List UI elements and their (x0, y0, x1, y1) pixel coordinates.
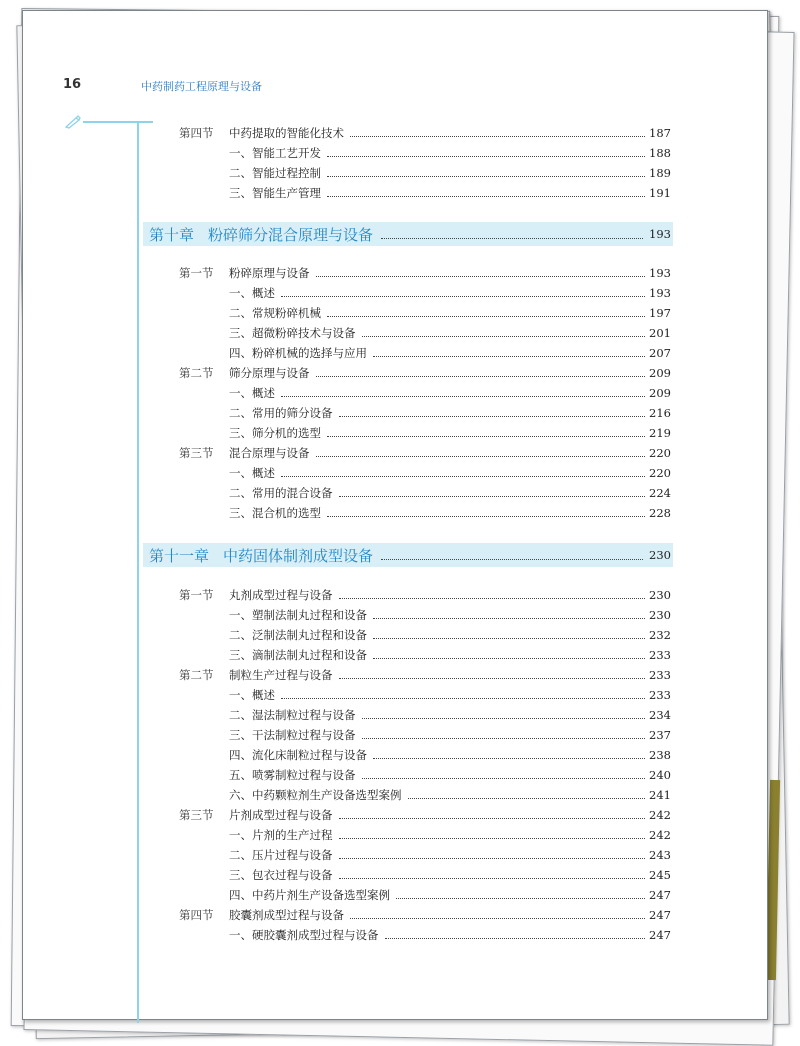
toc-item[interactable] (229, 647, 671, 663)
toc-item[interactable] (229, 787, 671, 803)
page-ref: 240 (649, 768, 671, 782)
page-ref: 237 (649, 728, 671, 742)
item-title: 五、喷雾制粒过程与设备 (229, 768, 356, 782)
toc-item[interactable] (229, 767, 671, 783)
dot-leader (327, 156, 645, 157)
page-ref: 234 (649, 708, 671, 722)
toc-item[interactable] (229, 847, 671, 863)
dot-leader (350, 136, 645, 137)
item-title: 二、压片过程与设备 (229, 848, 333, 862)
toc-item[interactable] (229, 827, 671, 843)
book-title: 中药制药工程原理与设备 (141, 80, 262, 93)
toc-item[interactable] (229, 707, 671, 723)
toc-item[interactable] (229, 345, 671, 361)
chapter-title: 粉碎筛分混合原理与设备 (208, 225, 374, 244)
item-title: 三、包衣过程与设备 (229, 868, 333, 882)
section-title: 混合原理与设备 (229, 446, 310, 460)
item-title: 二、智能过程控制 (229, 166, 321, 180)
page-ref: 238 (649, 748, 671, 762)
page-ref: 188 (649, 146, 671, 160)
chapter-heading[interactable] (143, 543, 673, 567)
page-ref: 247 (649, 888, 671, 902)
section-number: 第三节 (179, 808, 214, 822)
toc-section[interactable] (179, 125, 671, 141)
dot-leader (327, 436, 645, 437)
toc-item[interactable] (229, 747, 671, 763)
item-title: 三、智能生产管理 (229, 186, 321, 200)
dot-leader (373, 618, 645, 619)
item-title: 一、概述 (229, 466, 275, 480)
page-ref: 220 (649, 446, 671, 460)
dot-leader (408, 798, 646, 799)
dot-leader (385, 938, 646, 939)
page-number: 16 (63, 77, 82, 92)
item-title: 三、超微粉碎技术与设备 (229, 326, 356, 340)
item-title: 一、硬胶囊剂成型过程与设备 (229, 928, 379, 942)
toc-item[interactable] (229, 887, 671, 903)
toc-item[interactable] (229, 505, 671, 521)
toc-item[interactable] (229, 165, 671, 181)
dot-leader (316, 276, 646, 277)
toc-item[interactable] (229, 867, 671, 883)
section-number: 第一节 (179, 588, 214, 602)
chapter-number: 第十一章 (149, 546, 210, 565)
dot-leader (350, 918, 645, 919)
chapter-title: 中药固体制剂成型设备 (223, 546, 374, 565)
dot-leader (362, 718, 646, 719)
section-number: 第四节 (179, 126, 214, 140)
dot-leader (339, 878, 646, 879)
dot-leader (381, 238, 643, 239)
dot-leader (316, 456, 646, 457)
toc-section[interactable] (179, 365, 671, 381)
page-ref: 209 (649, 386, 671, 400)
dot-leader (281, 396, 645, 397)
page-ref: 245 (649, 868, 671, 882)
section-title: 丸剂成型过程与设备 (229, 588, 333, 602)
dot-leader (281, 698, 645, 699)
page-ref: 193 (649, 266, 671, 280)
item-title: 一、片剂的生产过程 (229, 828, 333, 842)
dot-leader (362, 336, 646, 337)
page-ref: 220 (649, 466, 671, 480)
item-title: 一、塑制法制丸过程和设备 (229, 608, 367, 622)
page-ref: 193 (649, 286, 671, 300)
dot-leader (373, 356, 645, 357)
page-ref: 247 (649, 908, 671, 922)
item-title: 六、中药颗粒剂生产设备选型案例 (229, 788, 402, 802)
section-title: 片剂成型过程与设备 (229, 808, 333, 822)
page-ref: 224 (649, 486, 671, 500)
item-title: 四、粉碎机械的选择与应用 (229, 346, 367, 360)
bracket-rail (137, 121, 153, 1023)
dot-leader (362, 738, 646, 739)
toc-item[interactable] (229, 425, 671, 441)
page-ref: 189 (649, 166, 671, 180)
page-ref: 230 (649, 548, 671, 562)
dot-leader (327, 176, 645, 177)
item-title: 二、常用的筛分设备 (229, 406, 333, 420)
dot-leader (339, 818, 646, 819)
chapter-number: 第十章 (149, 225, 195, 244)
item-title: 二、泛制法制丸过程和设备 (229, 628, 367, 642)
section-title: 筛分原理与设备 (229, 366, 310, 380)
toc-section[interactable] (179, 445, 671, 461)
dot-leader (396, 898, 645, 899)
toc-item[interactable] (229, 465, 671, 481)
item-title: 二、常用的混合设备 (229, 486, 333, 500)
bracket-hook (83, 121, 139, 123)
page-ref: 191 (649, 186, 671, 200)
dot-leader (339, 416, 646, 417)
toc-item[interactable] (229, 385, 671, 401)
toc-item[interactable] (229, 607, 671, 623)
page-ref: 242 (649, 828, 671, 842)
dot-leader (327, 316, 645, 317)
page-ref: 209 (649, 366, 671, 380)
page-ref: 230 (649, 588, 671, 602)
toc-item[interactable] (229, 185, 671, 201)
page-ref: 247 (649, 928, 671, 942)
toc-section[interactable] (179, 265, 671, 281)
dot-leader (362, 778, 646, 779)
page-ref: 228 (649, 506, 671, 520)
dot-leader (339, 858, 646, 859)
section-number: 第四节 (179, 908, 214, 922)
item-title: 四、流化床制粒过程与设备 (229, 748, 367, 762)
section-title: 胶囊剂成型过程与设备 (229, 908, 344, 922)
toc-item[interactable] (229, 485, 671, 501)
item-title: 三、混合机的选型 (229, 506, 321, 520)
toc-item[interactable] (229, 687, 671, 703)
dot-leader (327, 196, 645, 197)
dot-leader (373, 658, 645, 659)
page-ref: 187 (649, 126, 671, 140)
page-ref: 241 (649, 788, 671, 802)
section-number: 第二节 (179, 668, 214, 682)
page-ref: 233 (649, 688, 671, 702)
book-page (22, 10, 768, 1020)
section-number: 第二节 (179, 366, 214, 380)
item-title: 二、常规粉碎机械 (229, 306, 321, 320)
dot-leader (327, 516, 645, 517)
section-title: 粉碎原理与设备 (229, 266, 310, 280)
toc-section[interactable] (179, 807, 671, 823)
dot-leader (316, 376, 646, 377)
dot-leader (339, 838, 646, 839)
toc-item[interactable] (229, 727, 671, 743)
dot-leader (381, 559, 643, 560)
page-ref: 197 (649, 306, 671, 320)
page-ref: 233 (649, 648, 671, 662)
pen-icon (65, 115, 81, 129)
page-ref: 243 (649, 848, 671, 862)
item-title: 三、滴制法制丸过程和设备 (229, 648, 367, 662)
page-ref: 207 (649, 346, 671, 360)
dot-leader (339, 598, 646, 599)
item-title: 二、湿法制粒过程与设备 (229, 708, 356, 722)
section-number: 第三节 (179, 446, 214, 460)
toc-item[interactable] (229, 285, 671, 301)
toc-item[interactable] (229, 927, 671, 943)
section-title: 制粒生产过程与设备 (229, 668, 333, 682)
page-ref: 230 (649, 608, 671, 622)
toc-section[interactable] (179, 587, 671, 603)
dot-leader (373, 758, 645, 759)
item-title: 一、智能工艺开发 (229, 146, 321, 160)
page-ref: 219 (649, 426, 671, 440)
toc-section[interactable] (179, 667, 671, 683)
dot-leader (373, 638, 645, 639)
toc-section[interactable] (179, 907, 671, 923)
dot-leader (281, 296, 645, 297)
page-ref: 242 (649, 808, 671, 822)
toc-item[interactable] (229, 325, 671, 341)
item-title: 三、筛分机的选型 (229, 426, 321, 440)
toc-item[interactable] (229, 405, 671, 421)
toc-item[interactable] (229, 305, 671, 321)
item-title: 一、概述 (229, 386, 275, 400)
chapter-heading[interactable] (143, 222, 673, 246)
toc-item[interactable] (229, 627, 671, 643)
page-ref: 201 (649, 326, 671, 340)
dot-leader (281, 476, 645, 477)
page-ref: 216 (649, 406, 671, 420)
dot-leader (339, 678, 646, 679)
page-ref: 193 (649, 227, 671, 241)
section-number: 第一节 (179, 266, 214, 280)
section-title: 中药提取的智能化技术 (229, 126, 344, 140)
item-title: 一、概述 (229, 688, 275, 702)
page-ref: 233 (649, 668, 671, 682)
item-title: 一、概述 (229, 286, 275, 300)
toc-item[interactable] (229, 145, 671, 161)
dot-leader (339, 496, 646, 497)
item-title: 三、干法制粒过程与设备 (229, 728, 356, 742)
page-ref: 232 (649, 628, 671, 642)
item-title: 四、中药片剂生产设备选型案例 (229, 888, 390, 902)
